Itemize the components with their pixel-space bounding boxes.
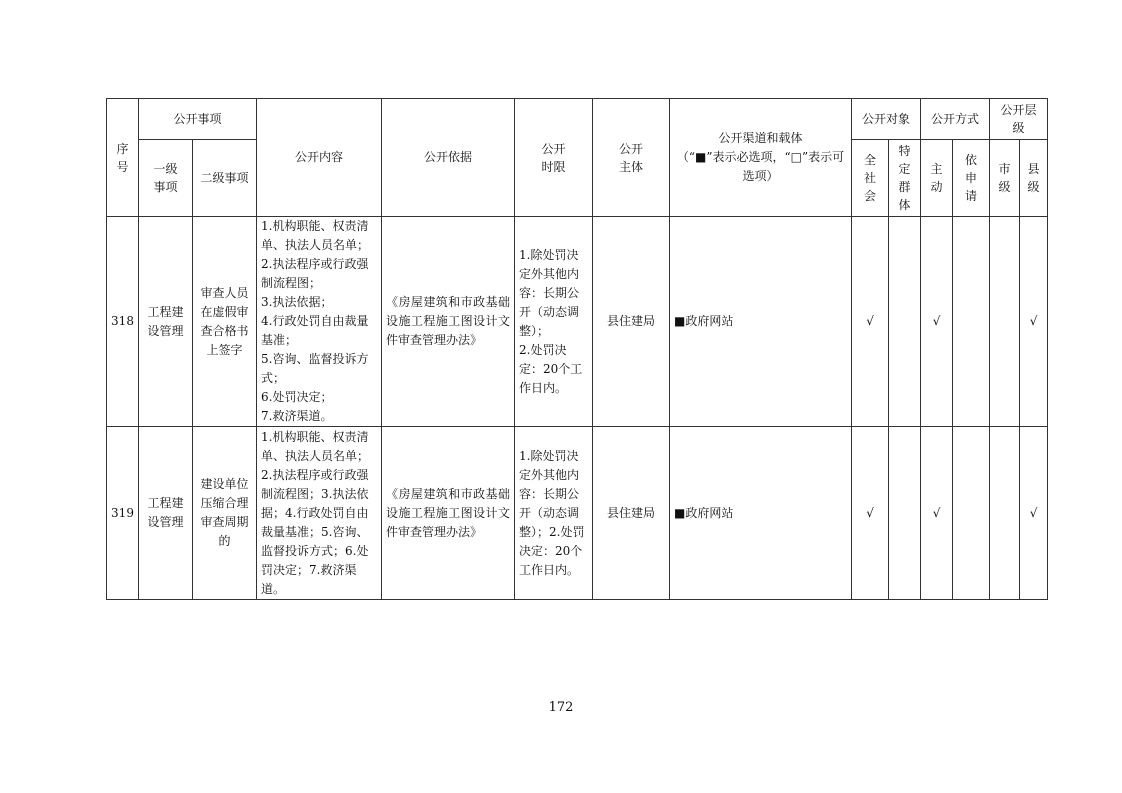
- row-level-county: √: [1020, 427, 1048, 600]
- row-time-limit: 1.除处罚决定外其他内容：长期公开（动态调整）；2.处罚决定：20个工作日内。: [515, 427, 593, 600]
- row-time-limit: 1.除处罚决定外其他内容：长期公开（动态调整）； 2.处罚决定：20个工作日内。: [515, 217, 593, 427]
- row-subject: 县住建局: [593, 217, 670, 427]
- row-content: 1.机构职能、权责清单、执法人员名单； 2.执法程序或行政强制流程图； 3.执法依据； 4.行政处罚自由裁量基准； 5.咨询、监督投诉方式； 6.处罚决定； 7.救济渠道。: [257, 217, 382, 427]
- header-level-city: 市级: [990, 140, 1020, 217]
- row-level-county: √: [1020, 217, 1048, 427]
- row-channel: ■政府网站: [670, 217, 852, 427]
- row-seq: 319: [107, 427, 139, 600]
- table-row: [107, 217, 1048, 427]
- row-method-active: √: [921, 427, 953, 600]
- row-level2: 建设单位压缩合理审查周期的: [193, 427, 257, 600]
- row-level-city: [990, 217, 1020, 427]
- row-level2: 审查人员在虚假审查合格书上签字: [193, 217, 257, 427]
- row-seq: 318: [107, 217, 139, 427]
- header-basis: 公开依据: [382, 99, 515, 217]
- row-level1: 工程建设管理: [139, 427, 193, 600]
- row-audience-specific: [889, 427, 921, 600]
- row-method-apply: [953, 427, 990, 600]
- row-channel: ■政府网站: [670, 427, 852, 600]
- header-audience: 公开对象: [852, 99, 921, 140]
- header-level: 公开层级: [990, 99, 1048, 140]
- page-number: 172: [548, 700, 574, 715]
- row-subject: 县住建局: [593, 427, 670, 600]
- header-method-apply: 依申请: [953, 140, 990, 217]
- row-method-active: √: [921, 217, 953, 427]
- row-audience-all: √: [852, 427, 889, 600]
- row-audience-all: √: [852, 217, 889, 427]
- header-content: 公开内容: [257, 99, 382, 217]
- row-audience-specific: [889, 217, 921, 427]
- table-row: [107, 427, 1048, 600]
- header-level2: 二级事项: [193, 140, 257, 217]
- row-method-apply: [953, 217, 990, 427]
- header-method-active: 主动: [921, 140, 953, 217]
- row-level-city: [990, 427, 1020, 600]
- header-audience-specific: 特定群体: [889, 140, 921, 217]
- header-level-county: 县级: [1020, 140, 1048, 217]
- row-content: 1.机构职能、权责清单、执法人员名单； 2.执法程序或行政强制流程图；3.执法依据；4.行政处罚自由裁量基准；5.咨询、监督投诉方式；6.处罚决定；7.救济渠道。: [257, 427, 382, 600]
- header-channel: 公开渠道和载体 （“■”表示必选项，“□”表示可选项）: [670, 99, 852, 217]
- header-audience-all: 全社会: [852, 140, 889, 217]
- row-level1: 工程建设管理: [139, 217, 193, 427]
- row-basis: 《房屋建筑和市政基础设施工程施工图设计文件审查管理办法》: [382, 427, 515, 600]
- row-basis: 《房屋建筑和市政基础设施工程施工图设计文件审查管理办法》: [382, 217, 515, 427]
- header-seq: 序号: [107, 99, 139, 217]
- header-level1: 一级事项: [139, 140, 193, 217]
- header-subject: 公开主体: [593, 99, 670, 217]
- header-method: 公开方式: [921, 99, 990, 140]
- disclosure-table: [106, 98, 1048, 600]
- header-row-1: [107, 99, 1048, 140]
- header-item-group: 公开事项: [139, 99, 257, 140]
- header-time-limit: 公开时限: [515, 99, 593, 217]
